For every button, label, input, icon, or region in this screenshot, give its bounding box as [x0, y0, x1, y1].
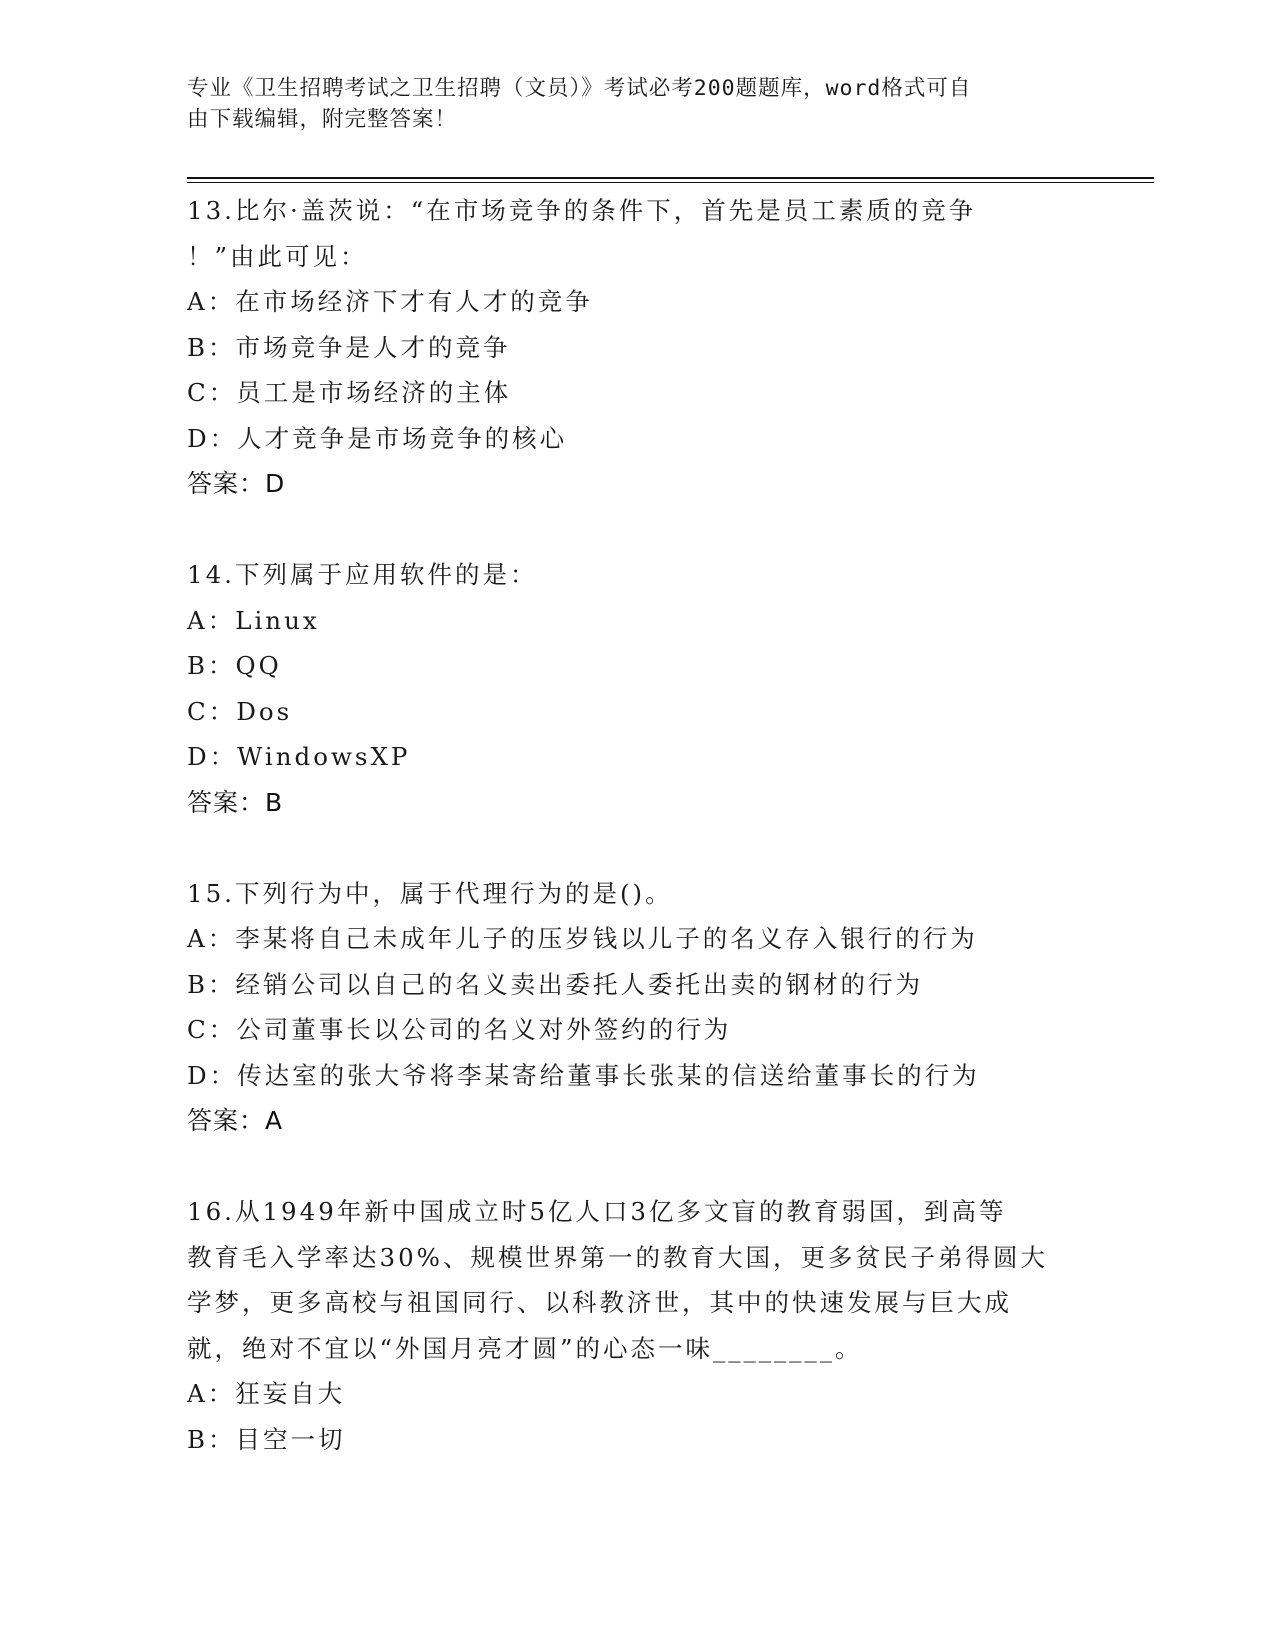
option-d: D：传达室的张大爷将李某寄给董事长张某的信送给董事长的行为: [187, 1060, 980, 1090]
answer-line: 答案：B: [187, 787, 284, 817]
question-stem-line: 就，绝对不宜以“外国月亮才圆”的心态一味________。: [187, 1333, 863, 1363]
question-14: [187, 552, 1117, 825]
answer-line: 答案：A: [187, 1106, 284, 1135]
question-stem-line: 13.比尔·盖茨说：“在市场竞争的条件下，首先是员工素质的竞争: [187, 196, 977, 225]
option-a: A：狂妄自大: [187, 1379, 346, 1408]
question-15: [187, 871, 1117, 1144]
option-d: D：WindowsXP: [187, 742, 411, 771]
option-c: C：Dos: [187, 696, 293, 726]
question-list: [187, 188, 1117, 1462]
question-stem-line: 14.下列属于应用软件的是：: [187, 560, 538, 589]
question-stem-line: 教育毛入学率达30%、规模世界第一的教育大国，更多贫民子弟得圆大: [187, 1242, 1048, 1272]
option-d: D：人才竞争是市场竞争的核心: [187, 423, 568, 453]
answer-line: 答案：D: [187, 469, 286, 498]
option-b: B：QQ: [187, 651, 282, 680]
question-spacer: [187, 825, 1117, 871]
question-13: [187, 188, 1117, 507]
header-divider-thin: [187, 182, 1154, 183]
document-header: [187, 73, 1087, 135]
option-a: A：李某将自己未成年儿子的压岁钱以儿子的名义存入银行的行为: [187, 924, 978, 953]
option-b: B：目空一切: [187, 1424, 346, 1454]
question-stem-line: 学梦，更多高校与祖国同行、以科教济世，其中的快速发展与巨大成: [187, 1288, 1012, 1317]
question-16: [187, 1189, 1117, 1462]
question-stem-line: 15.下列行为中，属于代理行为的是()。: [187, 878, 673, 908]
header-divider-thick: [187, 177, 1154, 179]
option-b: B：经销公司以自己的名义卖出委托人委托出卖的钢材的行为: [187, 969, 924, 999]
question-spacer: [187, 507, 1117, 553]
option-c: C：员工是市场经济的主体: [187, 378, 512, 407]
option-a: A：在市场经济下才有人才的竞争: [187, 287, 593, 316]
option-a: A：Linux: [187, 605, 320, 635]
header-line-2: 由下载编辑，附完整答案！: [187, 107, 458, 132]
option-c: C：公司董事长以公司的名义对外签约的行为: [187, 1015, 732, 1044]
question-spacer: [187, 1144, 1117, 1190]
question-stem-line: ！”由此可见：: [187, 241, 368, 271]
question-stem-line: 16.从1949年新中国成立时5亿人口3亿多文盲的教育弱国，到高等: [187, 1197, 1007, 1226]
header-line-1: 专业《卫生招聘考试之卫生招聘（文员）》考试必考200题题库，word格式可自: [187, 76, 972, 101]
option-b: B：市场竞争是人才的竞争: [187, 332, 511, 362]
